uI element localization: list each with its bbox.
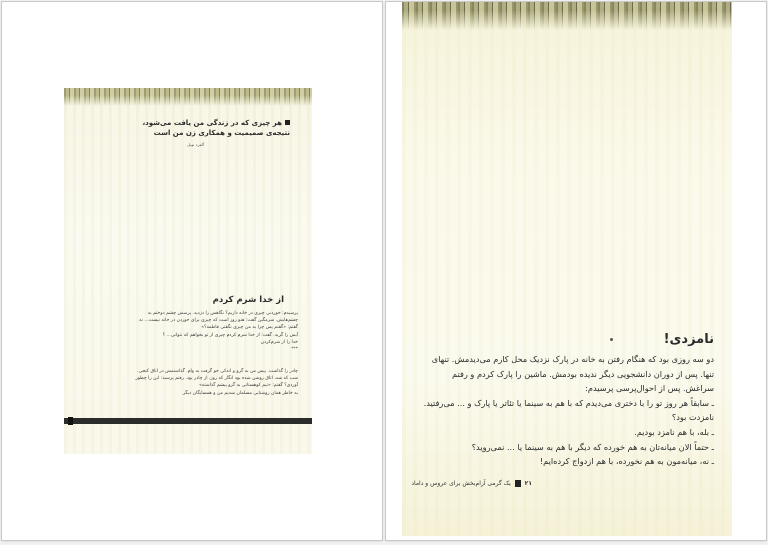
left-page-scan bbox=[64, 88, 312, 454]
scan-top-edge bbox=[402, 2, 732, 30]
section-body bbox=[70, 310, 298, 353]
story-title: نامزدی! bbox=[663, 332, 714, 347]
body-line: آوردی؟ گفتم: «تیم کوهستانی به گرو پیشم گذاشته» bbox=[199, 383, 298, 389]
page-footer bbox=[411, 480, 532, 488]
body-line: دو سه روزی بود که هنگام رفتن به خانه در پارک نزدیک محل کارم می‌دیدمش. تنهای bbox=[431, 354, 714, 364]
body-line: آیش را گزید. گفت: از خدا شرم کردم چیزی از تو بخواهم که نتوانی... ؟ bbox=[162, 332, 298, 338]
story-body bbox=[414, 352, 714, 469]
body-line: به خاطر همان روشنایی مسلمان شدیم من و همسایگان دیگر bbox=[182, 390, 298, 396]
body-line: نامزدت بود؟ bbox=[671, 412, 714, 423]
body-line: سراغش. پس از احوال‌پرسی پرسیدم: bbox=[585, 383, 714, 394]
body-line: ـ بله، با هم نامزد بودیم. bbox=[634, 426, 714, 437]
page-bottom-bar bbox=[64, 418, 312, 424]
separator: *** bbox=[291, 347, 298, 353]
body-line: تنها. پس از دوران دانشجویی دیگر ندیده بودمش. ماشین را پارک کردم و رفتم bbox=[452, 368, 714, 379]
footer-text: یک گرمی آرام‌بخش برای عروس و داماد bbox=[411, 480, 511, 487]
scan-top-edge bbox=[64, 88, 312, 106]
body-line: گفتم: «گفتم پس چرا به من چیزی نگفتی فاطمه؟» bbox=[201, 325, 298, 331]
section-body-2 bbox=[70, 368, 298, 397]
quote bbox=[140, 118, 290, 138]
left-page-sheet bbox=[2, 2, 382, 540]
quote-text: هر چیزی که در زندگی من یافت می‌شود، نتیجه‌ی صمیمیت و همکاری زن من است bbox=[142, 119, 290, 137]
scan-speck bbox=[610, 338, 613, 341]
bar-marker-icon bbox=[68, 417, 73, 425]
body-line: ـ سابقاً هر روز تو را با دختری می‌دیدم که با هم به سینما یا تئاتر یا پارک و ... می‌رفتید. bbox=[423, 397, 714, 408]
page-number: ۲۱ bbox=[524, 480, 532, 487]
bullet-square-icon bbox=[285, 120, 290, 125]
section-title: از خدا شرم کردم bbox=[212, 295, 284, 305]
quote-author: آلفرد نوبل bbox=[187, 142, 204, 147]
body-line: ـ نه، میانه‌مون به هم نخورده، با هم ازدواج کرده‌ایم! bbox=[539, 456, 714, 467]
right-page-scan bbox=[402, 2, 732, 536]
right-page-sheet bbox=[386, 2, 766, 540]
body-line: چادر را گذاشت. پیش من به گرو و اندکی جو گرفت به وام. گذاشتمش در اتاق کنجی. bbox=[137, 369, 298, 374]
footer-marker-icon bbox=[515, 480, 521, 487]
body-line: چشم‌هایش. شرمگین گفت: هنو روز است که چیزی برای خوردن در خانه نیست... نه bbox=[139, 318, 298, 324]
body-line: ـ حتماً الان میانه‌تان به هم خورده که دیگر با هم به سینما یا ... نمی‌روید؟ bbox=[471, 441, 714, 452]
body-line: خدا را از شرم‌کردن bbox=[260, 339, 298, 345]
body-line: پرسیدم: خوردنی چیزی در خانه داریم؟ نگاهش را دزدید. پرسش چشم دوختم به bbox=[147, 311, 298, 316]
body-line: شب که شد، اتاق روشن شده بود انگار که روز. از چادر بود. رفتم پرسید: این را چطور bbox=[135, 376, 298, 382]
